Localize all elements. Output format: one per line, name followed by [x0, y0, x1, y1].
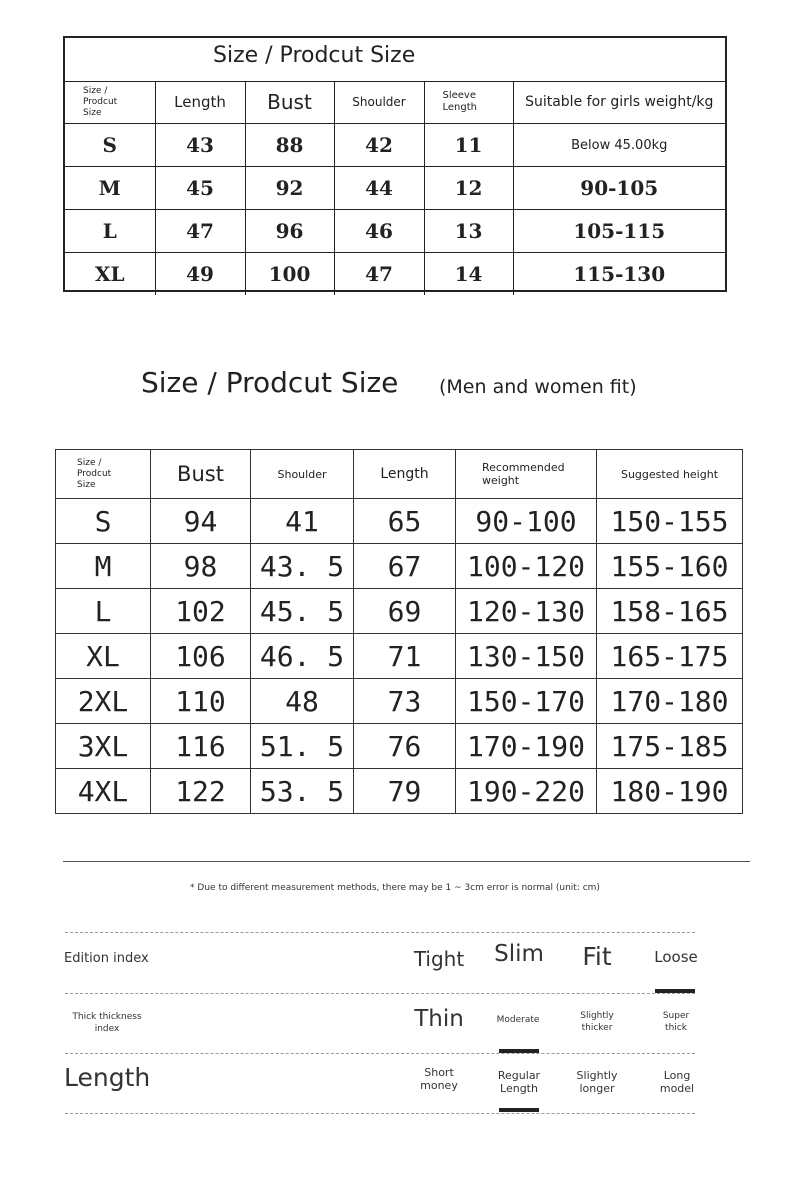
- table1-header-length: Length: [155, 81, 245, 124]
- table-cell: 42: [334, 124, 424, 167]
- table1-header-size: Size / Prodcut Size: [65, 81, 155, 124]
- edition-index-label: Edition index: [64, 951, 149, 966]
- table-cell: 47: [334, 253, 424, 296]
- thickness-index-label: Thick thickness index: [72, 1012, 142, 1034]
- table-cell: 94: [151, 499, 251, 544]
- dashed-divider: [65, 993, 695, 994]
- table-cell: 116: [151, 724, 251, 769]
- table-cell: 67: [354, 544, 456, 589]
- table-cell: 158-165: [597, 589, 743, 634]
- table2-header-bust: Bust: [151, 450, 251, 499]
- table-cell: M: [65, 167, 155, 210]
- table-cell: 45: [155, 167, 245, 210]
- edition-option-fit: Fit: [582, 942, 612, 971]
- table-row: [65, 167, 725, 210]
- table-row: [65, 210, 725, 253]
- table-row: [56, 769, 743, 814]
- table1-header-sleeve: Sleeve Length: [424, 81, 513, 124]
- table-cell: 120-130: [456, 589, 597, 634]
- table1-header-shoulder: Shoulder: [334, 81, 424, 124]
- table-cell: 44: [334, 167, 424, 210]
- table-cell: 73: [354, 679, 456, 724]
- table-cell: 11: [424, 124, 513, 167]
- table-row: [56, 679, 743, 724]
- table-cell: S: [65, 124, 155, 167]
- table-cell: 12: [424, 167, 513, 210]
- table-cell: 190-220: [456, 769, 597, 814]
- size-table-unisex: [55, 449, 743, 814]
- section-divider: [63, 861, 750, 862]
- edition-option-slim: Slim: [494, 941, 544, 967]
- thickness-option-thin: Thin: [414, 1006, 464, 1032]
- table-cell: 88: [245, 124, 334, 167]
- table-cell: 175-185: [597, 724, 743, 769]
- table1-header-row: [65, 81, 725, 124]
- table-row: [56, 499, 743, 544]
- table2-subtitle: (Men and women fit): [439, 376, 637, 398]
- table-cell: 90-100: [456, 499, 597, 544]
- table-cell: 46. 5: [251, 634, 354, 679]
- table-cell: 105-115: [513, 210, 725, 253]
- table2-title: Size / Prodcut Size: [141, 366, 399, 399]
- table-cell: L: [65, 210, 155, 253]
- table1-header-weight: Suitable for girls weight/kg: [513, 81, 725, 124]
- length-selected-marker: [499, 1108, 539, 1112]
- table-cell: 155-160: [597, 544, 743, 589]
- table2-header-length: Length: [354, 450, 456, 499]
- table-cell: 79: [354, 769, 456, 814]
- table-cell: 3XL: [56, 724, 151, 769]
- table-row: [65, 253, 725, 296]
- table-cell: 102: [151, 589, 251, 634]
- table2-header-shoulder: Shoulder: [251, 450, 354, 499]
- table-cell: 41: [251, 499, 354, 544]
- edition-option-loose: Loose: [654, 948, 698, 966]
- table-cell: 180-190: [597, 769, 743, 814]
- size-table-girls: [63, 36, 727, 292]
- table-cell: 165-175: [597, 634, 743, 679]
- table-cell: 130-150: [456, 634, 597, 679]
- table-cell: 48: [251, 679, 354, 724]
- table-cell: 14: [424, 253, 513, 296]
- table-cell: 100: [245, 253, 334, 296]
- edition-option-tight: Tight: [413, 947, 465, 971]
- table2-header-height: Suggested height: [597, 450, 743, 499]
- length-option-long: Long model: [659, 1069, 695, 1095]
- table-cell: 43. 5: [251, 544, 354, 589]
- table-row: [56, 724, 743, 769]
- table-cell: 2XL: [56, 679, 151, 724]
- table-cell: 150-155: [597, 499, 743, 544]
- table-cell: M: [56, 544, 151, 589]
- table1-title-bar: [65, 38, 725, 82]
- table-cell: 65: [354, 499, 456, 544]
- table-cell: 53. 5: [251, 769, 354, 814]
- table-cell: XL: [65, 253, 155, 296]
- dashed-divider: [65, 1113, 695, 1114]
- table-cell: XL: [56, 634, 151, 679]
- table-row: [56, 589, 743, 634]
- table2-header-row: [56, 450, 743, 499]
- thickness-option-super-thick: Super thick: [662, 1011, 690, 1033]
- table-cell: 51. 5: [251, 724, 354, 769]
- table-cell: Below 45.00kg: [513, 124, 725, 167]
- length-label: Length: [64, 1063, 151, 1092]
- thickness-option-moderate: Moderate: [496, 1015, 540, 1025]
- table-row: [65, 124, 725, 167]
- table-cell: S: [56, 499, 151, 544]
- thickness-option-slightly-thicker: Slightly thicker: [580, 1011, 614, 1033]
- table1-title: Size / Prodcut Size: [213, 43, 416, 68]
- table-cell: 71: [354, 634, 456, 679]
- table-cell: 92: [245, 167, 334, 210]
- measurement-note: * Due to different measurement methods, there may be 1 ~ 3cm error is normal (unit: cm): [190, 883, 600, 893]
- length-option-slightly-longer: Slightly longer: [576, 1069, 618, 1095]
- table-row: [56, 634, 743, 679]
- table-cell: 170-180: [597, 679, 743, 724]
- table-cell: 106: [151, 634, 251, 679]
- table-cell: 47: [155, 210, 245, 253]
- table-cell: 46: [334, 210, 424, 253]
- table2-header-size: Size / Prodcut Size: [56, 450, 151, 499]
- table-cell: 96: [245, 210, 334, 253]
- table-cell: 98: [151, 544, 251, 589]
- table-cell: L: [56, 589, 151, 634]
- table-cell: 4XL: [56, 769, 151, 814]
- table-cell: 110: [151, 679, 251, 724]
- table1-header-bust: Bust: [245, 81, 334, 124]
- table-cell: 69: [354, 589, 456, 634]
- table1-grid: [65, 81, 725, 295]
- table-cell: 90-105: [513, 167, 725, 210]
- table-row: [56, 544, 743, 589]
- length-option-regular: Regular Length: [497, 1069, 541, 1095]
- table2-header-weight: Recommended weight: [456, 450, 597, 499]
- table-cell: 100-120: [456, 544, 597, 589]
- table-cell: 115-130: [513, 253, 725, 296]
- table-cell: 45. 5: [251, 589, 354, 634]
- table-cell: 122: [151, 769, 251, 814]
- table-cell: 170-190: [456, 724, 597, 769]
- table-cell: 43: [155, 124, 245, 167]
- dashed-divider: [65, 932, 695, 933]
- table-cell: 49: [155, 253, 245, 296]
- length-option-short: Short money: [420, 1066, 458, 1092]
- table-cell: 150-170: [456, 679, 597, 724]
- dashed-divider: [65, 1053, 695, 1054]
- table-cell: 13: [424, 210, 513, 253]
- table-cell: 76: [354, 724, 456, 769]
